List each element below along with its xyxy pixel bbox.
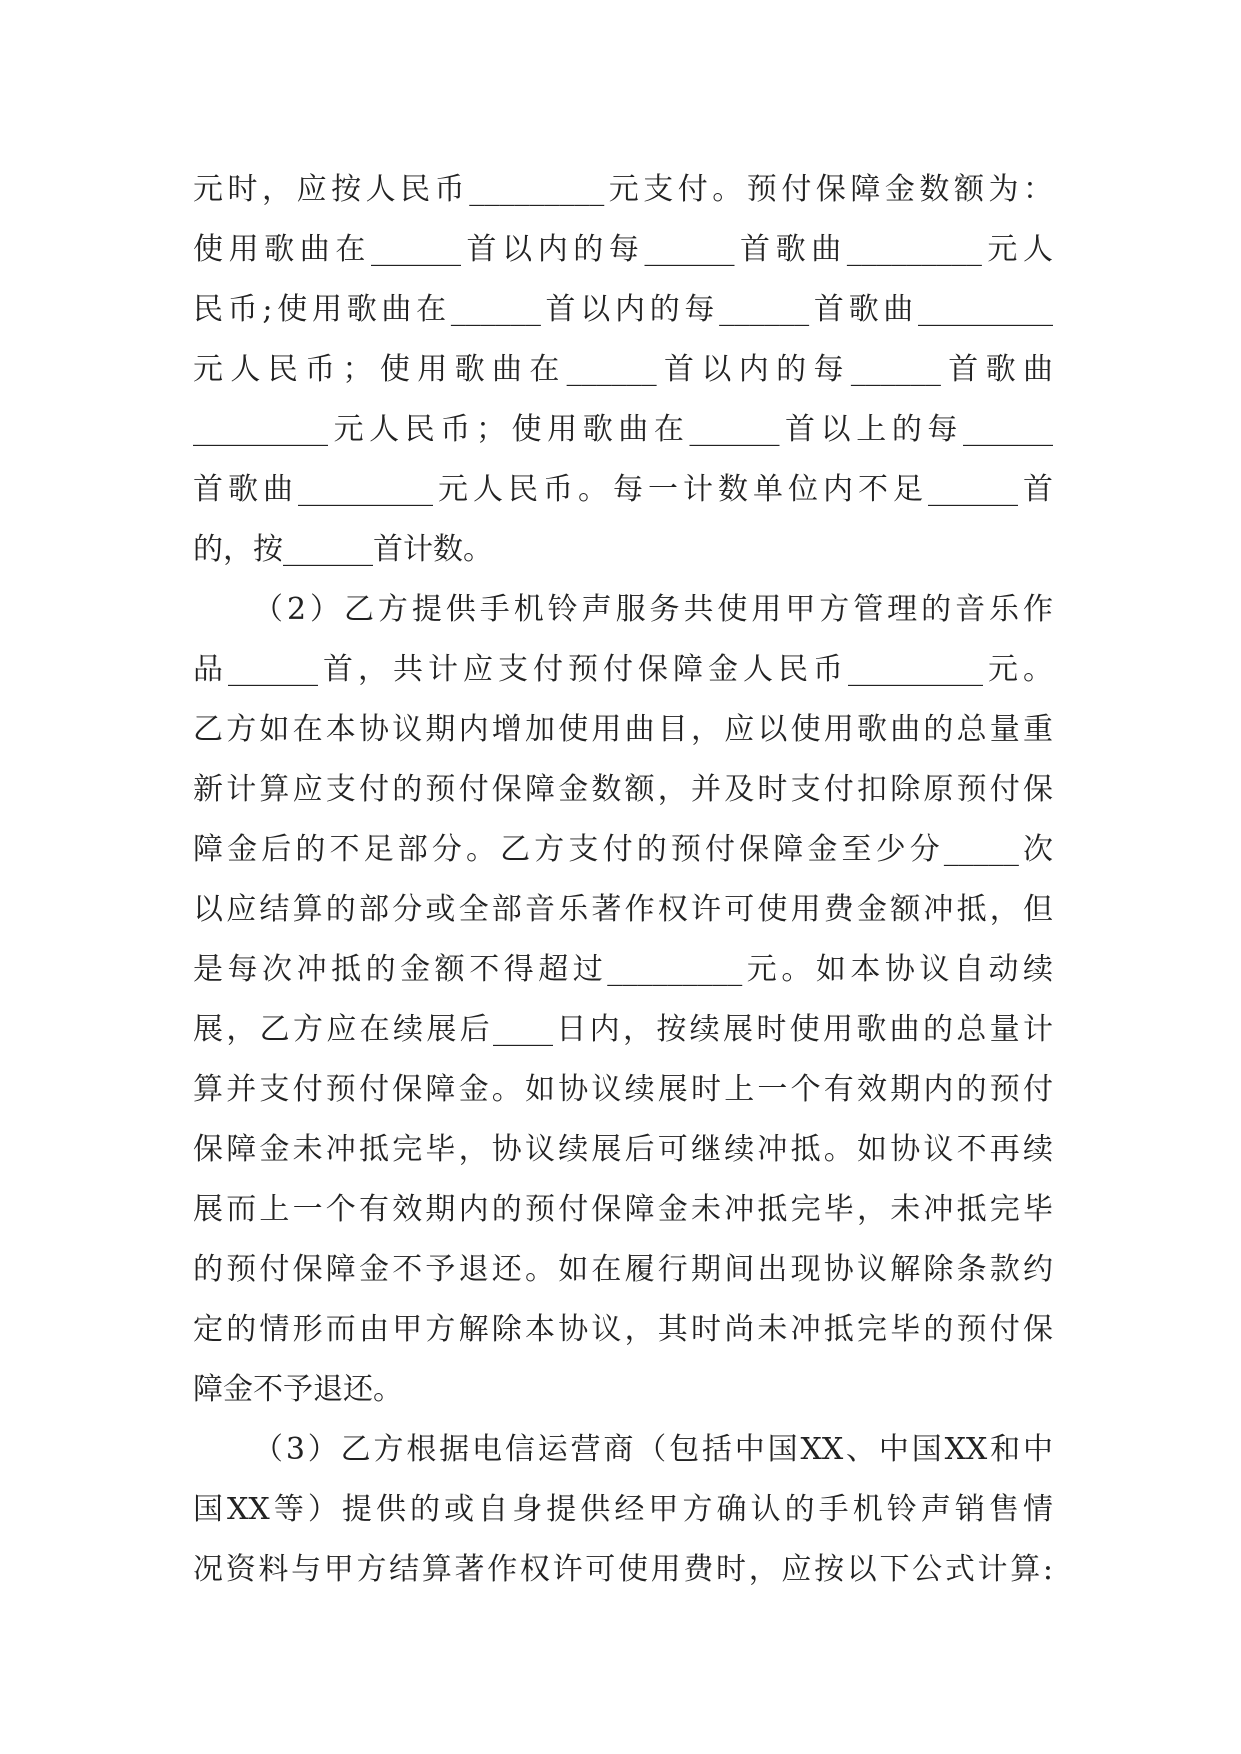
text-line: 新计算应支付的预付保障金数额，并及时支付扣除原预付保 xyxy=(193,772,1053,807)
text-line: 是每次冲抵的金额不得超过_________元。如本协议自动续 xyxy=(193,952,1053,987)
text-line: 国XX等）提供的或自身提供经甲方确认的手机铃声销售情 xyxy=(193,1492,1053,1527)
paragraph-end-line: 障金不予退还。 xyxy=(193,1372,403,1407)
paragraph-start-line: （2）乙方提供手机铃声服务共使用甲方管理的音乐作 xyxy=(253,592,1053,627)
text-line: _________元人民币；使用歌曲在______首以上的每______ xyxy=(193,412,1053,447)
text-line: 元人民币；使用歌曲在______首以内的每______首歌曲 xyxy=(193,352,1053,387)
text-line: 使用歌曲在______首以内的每______首歌曲_________元人 xyxy=(193,232,1053,267)
text-line: 定的情形而由甲方解除本协议，其时尚未冲抵完毕的预付保 xyxy=(193,1312,1053,1347)
text-line: 况资料与甲方结算著作权许可使用费时，应按以下公式计算: xyxy=(193,1552,1053,1587)
text-line: 以应结算的部分或全部音乐著作权许可使用费金额冲抵，但 xyxy=(193,892,1053,927)
text-line: 品______首，共计应支付预付保障金人民币_________元。 xyxy=(193,652,1053,687)
text-line: 首歌曲_________元人民币。每一计数单位内不足______首 xyxy=(193,472,1053,507)
text-line: 展，乙方应在续展后____日内，按续展时使用歌曲的总量计 xyxy=(193,1012,1053,1047)
text-line: 障金后的不足部分。乙方支付的预付保障金至少分_____次 xyxy=(193,832,1053,867)
text-line: 展而上一个有效期内的预付保障金未冲抵完毕，未冲抵完毕 xyxy=(193,1192,1053,1227)
text-line: 乙方如在本协议期内增加使用曲目，应以使用歌曲的总量重 xyxy=(193,712,1053,747)
text-line: 算并支付预付保障金。如协议续展时上一个有效期内的预付 xyxy=(193,1072,1053,1107)
text-line: 元时，应按人民币_________元支付。预付保障金数额为： xyxy=(193,172,1053,207)
paragraph-start-line: （3）乙方根据电信运营商（包括中国XX、中国XX和中 xyxy=(253,1432,1053,1467)
document-body xyxy=(193,160,1053,1600)
text-line: 的预付保障金不予退还。如在履行期间出现协议解除条款约 xyxy=(193,1252,1053,1287)
text-line: 保障金未冲抵完毕，协议续展后可继续冲抵。如协议不再续 xyxy=(193,1132,1053,1167)
text-line: 民币;使用歌曲在______首以内的每______首歌曲_________ xyxy=(193,292,1053,327)
paragraph-end-line: 的，按______首计数。 xyxy=(193,532,493,567)
